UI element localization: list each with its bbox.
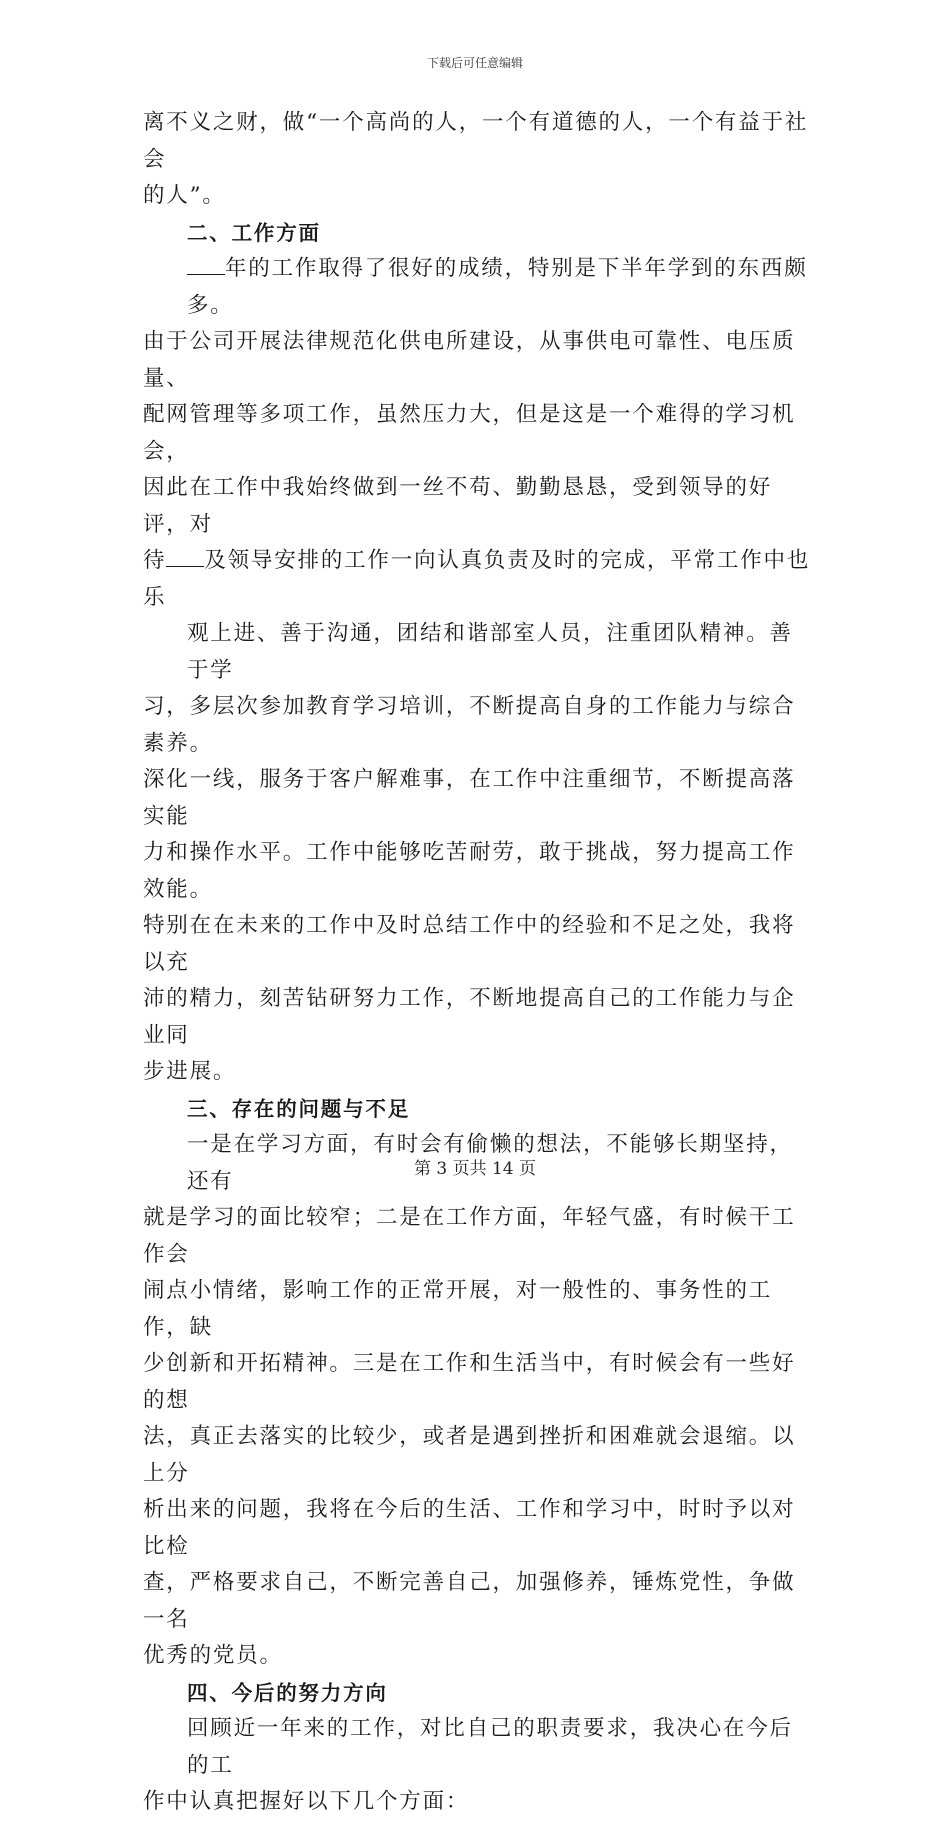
text-line: 就是学习的面比较窄；二是在工作方面，年轻气盛，有时候干工作会 — [143, 1205, 796, 1267]
page-header: 下载后可任意编辑 — [426, 56, 523, 70]
text-line: 析出来的问题，我将在今后的生活、工作和学习中，时时予以对比检 — [143, 1497, 796, 1559]
text-line: 离不义之财，做“一个高尚的人，一个有道德的人，一个有益于社会 — [143, 110, 809, 172]
text-segment: 及领导安排的工作一向认真负责及时的完成，平常工作中也乐 — [143, 548, 811, 610]
text-line: 因此在工作中我始终做到一丝不苟、勤勤恳恳，受到领导的好评，对 — [143, 475, 773, 537]
fill-in-blank — [187, 252, 225, 275]
section-heading: 二、工作方面 — [187, 220, 321, 245]
section-heading: 四、今后的努力方向 — [187, 1680, 388, 1705]
text-line: 由于公司开展法律规范化供电所建设，从事供电可靠性、电压质量、 — [143, 329, 796, 391]
text-line: 查，严格要求自己，不断完善自己，加强修养，锤炼党性，争做一名 — [143, 1570, 796, 1632]
text-line: 回顾近一年来的工作，对比自己的职责要求，我决心在今后的工 — [187, 1716, 793, 1778]
text-segment: 待 — [143, 548, 167, 573]
text-line: 优秀的党员。 — [143, 1643, 283, 1668]
text-line: 一是在学习方面，有时会有偷懒的想法，不能够长期坚持，还有 — [187, 1132, 793, 1194]
text-line: 深化一线，服务于客户解难事，在工作中注重细节，不断提高落实能 — [143, 767, 796, 829]
text-line: 步进展。 — [143, 1059, 237, 1084]
text-line: 的人”。 — [143, 183, 226, 208]
text-line: 特别在在未来的工作中及时总结工作中的经验和不足之处，我将以充 — [143, 913, 796, 975]
text-line: 力和操作水平。工作中能够吃苦耐劳，敢于挑战，努力提高工作效能。 — [143, 840, 796, 902]
text-line — [143, 543, 815, 616]
fill-in-blank — [166, 544, 204, 567]
text-line: 法，真正去落实的比较少，或者是遇到挫折和困难就会退缩。以上分 — [143, 1424, 796, 1486]
section-heading: 三、存在的问题与不足 — [187, 1096, 410, 1121]
text-line: 沛的精力，刻苦钻研努力工作，不断地提高自己的工作能力与企业同 — [143, 986, 796, 1048]
text-line: 配网管理等多项工作，虽然压力大，但是这是一个难得的学习机会， — [143, 402, 796, 464]
text-line: 少创新和开拓精神。三是在工作和生活当中，有时候会有一些好的想 — [143, 1351, 796, 1413]
text-line: 闹点小情绪，影响工作的正常开展，对一般性的、事务性的工作，缺 — [143, 1278, 773, 1340]
page-footer: 第 3 页共 14 页 — [413, 1159, 537, 1179]
text-line: 观上进、善于沟通，团结和谐部室人员，注重团队精神。善于学 — [187, 621, 793, 683]
document-body — [143, 105, 815, 1821]
text-segment: 年的工作取得了很好的成绩，特别是下半年学到的东西颇多。 — [187, 256, 808, 318]
text-line: 习，多层次参加教育学习培训，不断提高自身的工作能力与综合素养。 — [143, 694, 796, 756]
text-line — [143, 251, 815, 324]
text-line: 作中认真把握好以下几个方面： — [143, 1789, 470, 1814]
